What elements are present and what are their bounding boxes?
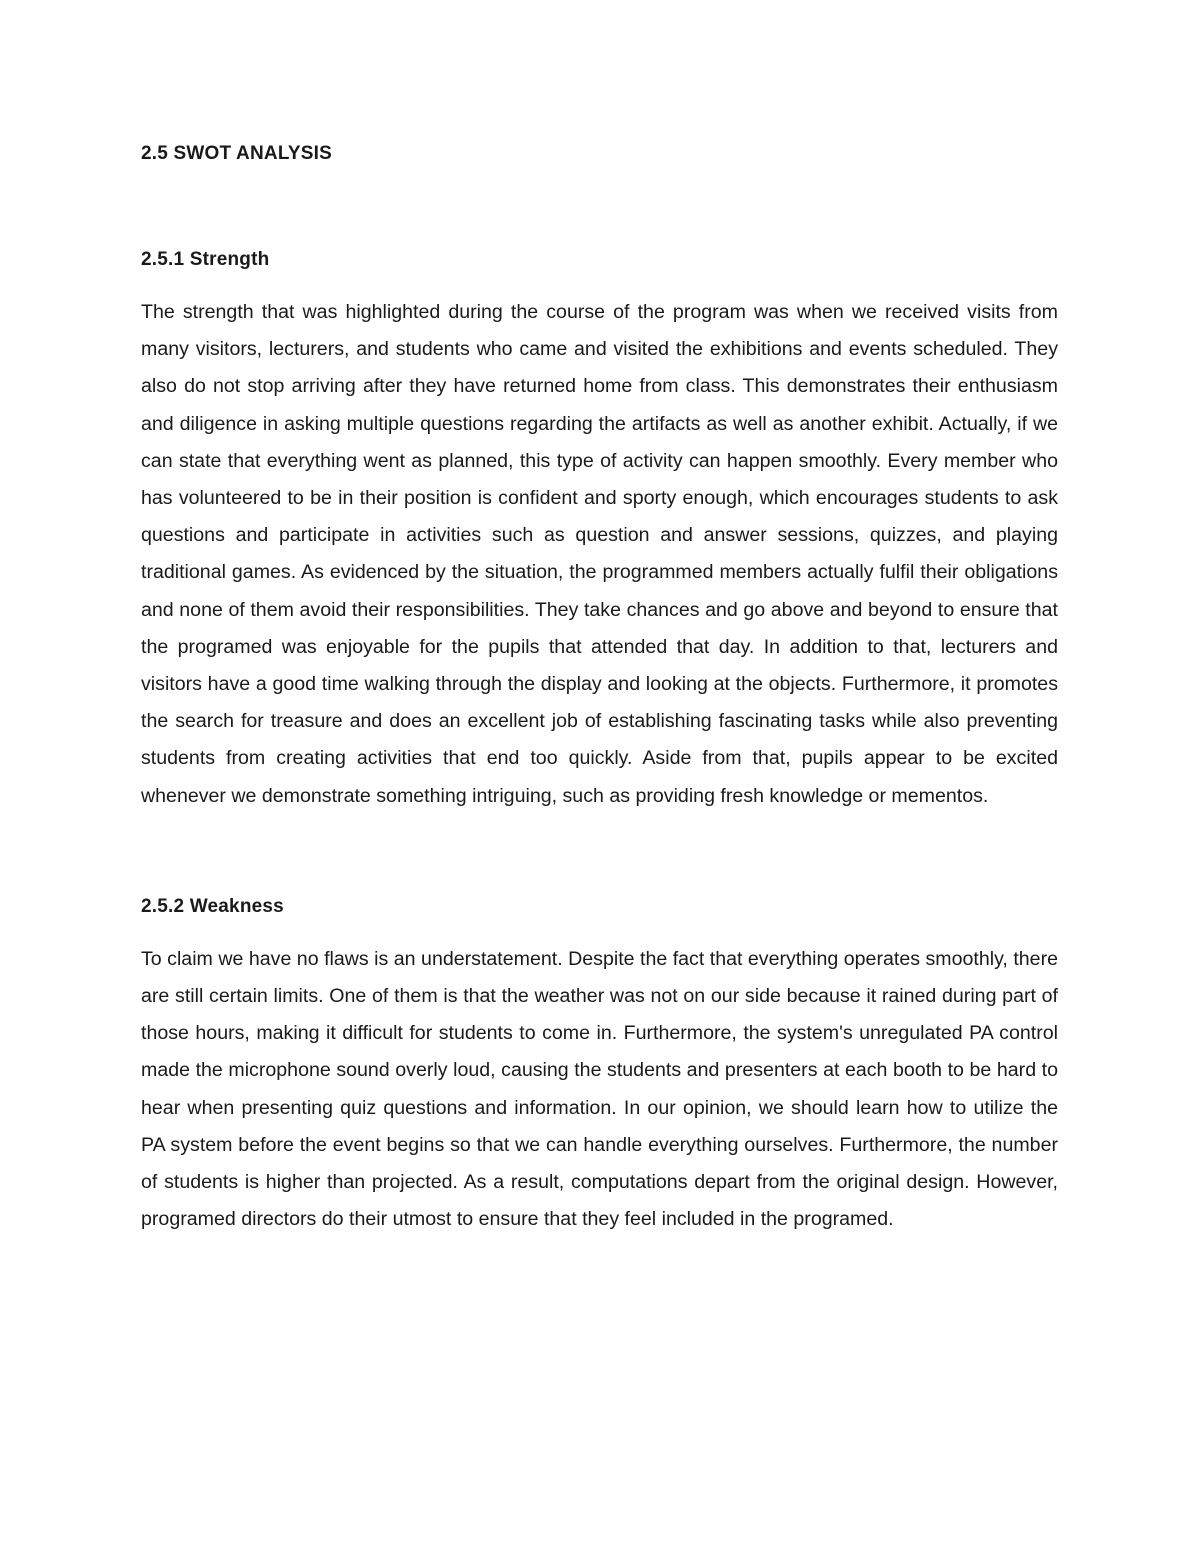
- weakness-heading: 2.5.2 Weakness: [141, 895, 284, 917]
- section-title: 2.5 SWOT ANALYSIS: [141, 143, 332, 164]
- page-content: [141, 140, 1058, 1238]
- strength-heading: 2.5.1 Strength: [141, 249, 270, 270]
- weakness-paragraph: To claim we have no flaws is an understatement. Despite the fact that everything operates smoothly, there are still certain limits. One of them is that the weather was not on our side because it rained during part of those hours, making it difficult for students to come in. Furthermore, the system's unregulated PA control made the microphone sound overly loud, causing the students and presenters at each booth to be hard to hear when presenting quiz questions and information. In our opinion, we should learn how to utilize the PA system before the event begins so that we can handle everything ourselves. Furthermore, the number of students is higher than projected. As a result, computations depart from the original design. However, programed directors do their utmost to ensure that they feel included in the programed.: [141, 947, 1058, 1231]
- strength-paragraph: The strength that was highlighted during the course of the program was when we received visits from many visitors, lecturers, and students who came and visited the exhibitions and events scheduled. They also do not stop arriving after they have returned home from class. This demonstrates their enthusiasm and diligence in asking multiple questions regarding the artifacts as well as another exhibit. Actually, if we can state that everything went as planned, this type of activity can happen smoothly. Every member who has volunteered to be in their position is confident and sporty enough, which encourages students to ask questions and participate in activities such as question and answer sessions, quizzes, and playing traditional games. As evidenced by the situation, the programmed members actually fulfil their obligations and none of them avoid their responsibilities. They take chances and go above and beyond to ensure that the programed was enjoyable for the pupils that attended that day. In addition to that, lecturers and visitors have a good time walking through the display and looking at the objects. Furthermore, it promotes the search for treasure and does an excellent job of establishing fascinating tasks while also preventing students from creating activities that end too quickly. Aside from that, pupils appear to be excited whenever we demonstrate something intriguing, such as providing fresh knowledge or mementos.: [141, 301, 1058, 807]
